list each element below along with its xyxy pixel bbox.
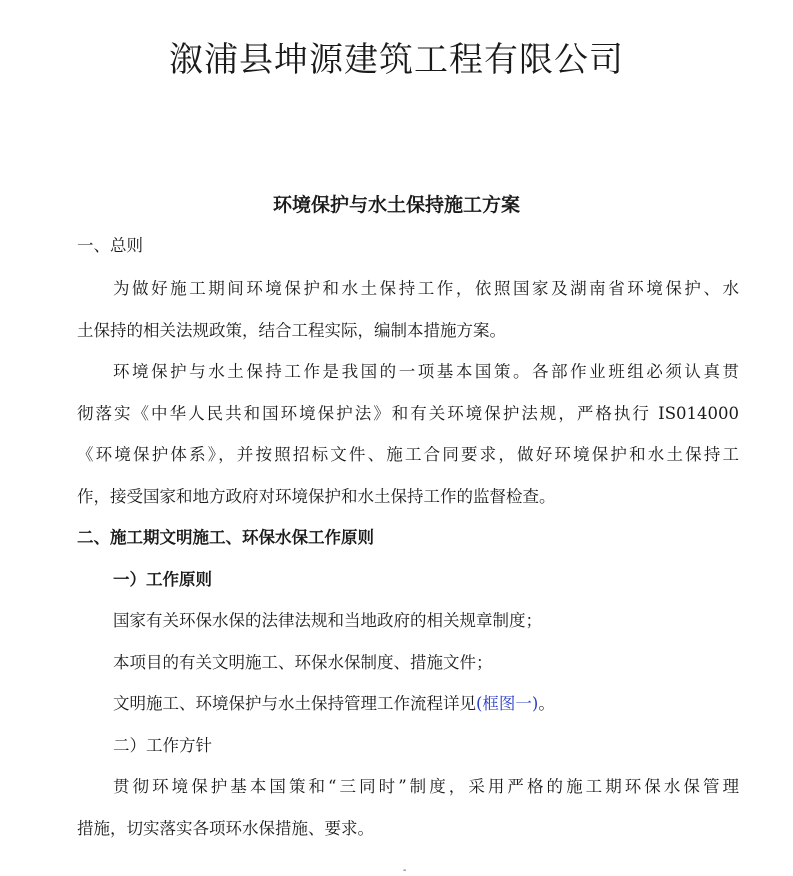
list-item-text: 文明施工、环境保护与水土保持管理工作流程详见 bbox=[113, 694, 476, 713]
list-item: 国家有关环保水保的法律法规和当地政府的相关规章制度； bbox=[113, 611, 542, 630]
list-item: 本项目的有关文明施工、环保水保制度、措施文件； bbox=[113, 653, 493, 672]
list-item-end: 。 bbox=[538, 694, 555, 713]
paragraph-line: 环境保护与水土保持工作是我国的一项基本国策。各部作业班组必须认真贯 bbox=[113, 362, 739, 381]
company-name: 溆浦县坤源建筑工程有限公司 bbox=[169, 40, 624, 80]
page-number-mark: - bbox=[403, 865, 407, 876]
subsection-heading-work-principles: 一）工作原则 bbox=[113, 570, 212, 589]
paragraph-line: 贯彻环境保护基本国策和“三同时”制度，采用严格的施工期环保水保管理 bbox=[113, 777, 739, 796]
figure-reference-link[interactable]: (框图一) bbox=[476, 694, 539, 713]
paragraph-line: 彻落实《中华人民共和国环境保护法》和有关环境保护法规，严格执行 IS014000 bbox=[77, 404, 739, 423]
paragraph-line: 作，接受国家和地方政府对环境保护和水土保持工作的监督检查。 bbox=[77, 487, 556, 506]
paragraph-line: 《环境保护体系》，并按照招标文件、施工合同要求，做好环境保护和水土保持工 bbox=[77, 445, 739, 464]
document-title: 环境保护与水土保持施工方案 bbox=[272, 194, 520, 216]
section-heading-general: 一、总则 bbox=[77, 236, 143, 255]
paragraph-line: 措施，切实落实各项环水保措施、要求。 bbox=[77, 819, 374, 838]
paragraph-line: 为做好施工期间环境保护和水土保持工作，依照国家及湖南省环境保护、水 bbox=[113, 279, 739, 298]
subsection-heading-work-policy: 二）工作方针 bbox=[113, 736, 212, 755]
section-heading-principles: 二、施工期文明施工、环保水保工作原则 bbox=[77, 528, 374, 547]
paragraph-line: 土保持的相关法规政策，结合工程实际，编制本措施方案。 bbox=[77, 321, 506, 340]
list-item bbox=[113, 689, 555, 719]
